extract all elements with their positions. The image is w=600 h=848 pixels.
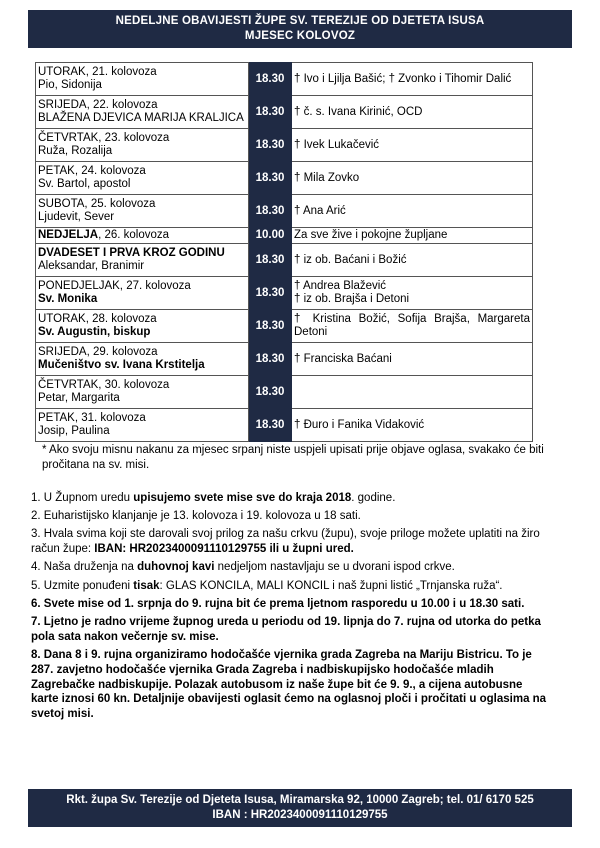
- day-label: SRIJEDA, 22. kolovoza: [38, 99, 158, 111]
- notice-item: 4. Naša druženja na duhovnoj kavi nedjeljom nastavljaju se u dvorani ispod crkve.: [31, 561, 455, 574]
- day-cell: [36, 310, 249, 343]
- header-banner: [28, 10, 572, 48]
- mass-intention-line: † Andrea Blažević: [294, 280, 387, 292]
- table-row: [36, 129, 533, 162]
- day-label: PETAK, 24. kolovoza: [38, 165, 146, 177]
- day-cell: [36, 96, 249, 129]
- day-label: SUBOTA, 25. kolovoza: [38, 198, 156, 210]
- table-row: [36, 63, 533, 96]
- day-cell: [36, 244, 249, 277]
- feast-label: DVADESET I PRVA KROZ GODINU: [38, 247, 225, 259]
- mass-schedule-table: [35, 62, 533, 442]
- day-label: ČETVRTAK, 23. kolovoza: [38, 132, 170, 144]
- day-label: PETAK, 31. kolovoza: [38, 412, 146, 424]
- table-row: [36, 376, 533, 409]
- mass-time: 18.30: [249, 96, 292, 129]
- mass-time: 18.30: [249, 310, 292, 343]
- day-cell: [36, 228, 249, 244]
- day-cell: [36, 409, 249, 442]
- day-label-date: , 26. kolovoza: [98, 229, 170, 241]
- footer-iban: IBAN : HR2023400091110129755: [212, 809, 388, 821]
- saint-label: Aleksandar, Branimir: [38, 260, 145, 272]
- table-row: [36, 195, 533, 228]
- table-row: [36, 409, 533, 442]
- mass-intention: † iz ob. Baćani i Božić: [292, 244, 533, 277]
- table-row: [36, 310, 533, 343]
- notice-item: 3. Hvala svima koji ste darovali svoj prilog za našu crkvu (župu), svoje priloge možete uplatiti na žiro račun župe: IBAN: HR2023400091110129755 ili u župni ured.: [31, 528, 540, 556]
- saint-label: Pio, Sidonija: [38, 79, 102, 91]
- day-cell: [36, 195, 249, 228]
- notice-item: 1. U Župnom uredu upisujemo svete mise sve do kraja 2018. godine.: [31, 492, 396, 504]
- table-row: [36, 228, 533, 244]
- saint-label: Ruža, Rozalija: [38, 145, 113, 157]
- mass-intention: † Ivo i Ljilja Bašić; † Zvonko i Tihomir Dalić: [292, 63, 533, 96]
- table-row: [36, 343, 533, 376]
- mass-intention: † č. s. Ivana Kirinić, OCD: [292, 96, 533, 129]
- day-label: UTORAK, 21. kolovoza: [38, 66, 157, 78]
- mass-time: 18.30: [249, 409, 292, 442]
- mass-time: 18.30: [249, 162, 292, 195]
- mass-intention: † Đuro i Fanika Vidaković: [292, 409, 533, 442]
- header-title: NEDELJNE OBAVIJESTI ŽUPE SV. TEREZIJE OD DJETETA ISUSA: [115, 15, 485, 27]
- mass-intention: † Mila Zovko: [292, 162, 533, 195]
- mass-time: 18.30: [249, 63, 292, 96]
- notice-item: 5. Uzmite ponuđeni tisak: GLAS KONCILA, MALI KONCIL i naš župni listić „Trnjanska ruža“.: [31, 579, 503, 592]
- mass-intention: [292, 376, 533, 409]
- saint-label: BLAŽENA DJEVICA MARIJA KRALJICA: [38, 112, 244, 124]
- day-label-bold: NEDJELJA: [38, 229, 99, 241]
- mass-intention: † Ivek Lukačević: [292, 129, 533, 162]
- saint-label: Sv. Augustin, biskup: [38, 326, 151, 338]
- day-cell: [36, 162, 249, 195]
- mass-time: 18.30: [249, 277, 292, 310]
- saint-label: Ljudevit, Sever: [38, 211, 115, 223]
- mass-time: 18.30: [249, 376, 292, 409]
- saint-label: Petar, Margarita: [38, 392, 120, 404]
- notice-item: 6. Svete mise od 1. srpnja do 9. rujna bit će prema ljetnom rasporedu u 10.00 i u 18.30 sati.: [31, 597, 525, 610]
- mass-time: 18.30: [249, 129, 292, 162]
- mass-intention-line: † iz ob. Brajša i Detoni: [294, 293, 410, 305]
- day-cell: [36, 277, 249, 310]
- saint-label: Mučeništvo sv. Ivana Krstitelja: [38, 359, 205, 371]
- table-row: [36, 244, 533, 277]
- day-cell: [36, 343, 249, 376]
- saint-label: Sv. Bartol, apostol: [38, 178, 131, 190]
- mass-intention: † Franciska Baćani: [292, 343, 533, 376]
- day-cell: [36, 63, 249, 96]
- mass-time: 18.30: [249, 343, 292, 376]
- day-cell: [36, 129, 249, 162]
- mass-intention: † Kristina Božić, Sofija Brajša, Margareta Detoni: [292, 310, 533, 343]
- notice-item: 7. Ljetno je radno vrijeme župnog ureda u periodu od 19. lipnja do 7. rujna od utorka do petka pola sata nakon večernje sv. mise.: [31, 615, 541, 643]
- notice-item: 2. Euharistijsko klanjanje je 13. kolovoza i 19. kolovoza u 18 sati.: [31, 510, 361, 523]
- notice-item: 8. Dana 8 i 9. rujna organiziramo hodočašće vjernika grada Zagreba na Mariju Bistricu. To je 287. zavjetno hodočašće vjernika Grada Zagreba i nadbiskupijsko hodočašće mladih Zagrebačke nadbiskupije. Polazak autobusom iz naše župe bit će 9. 9., a cijena autobusne karte iznosi 60 kn. Detaljnije obavijesti oglasit ćemo na oglasnoj ploči i pročitati u oglasima na svetoj misi.: [31, 648, 547, 721]
- day-cell: [36, 376, 249, 409]
- mass-time: 10.00: [249, 228, 292, 244]
- mass-intention: [292, 277, 533, 310]
- saint-label: Sv. Monika: [38, 293, 98, 305]
- table-row: [36, 96, 533, 129]
- table-row: [36, 162, 533, 195]
- mass-intention: Za sve žive i pokojne župljane: [292, 228, 533, 244]
- table-row: [36, 277, 533, 310]
- mass-time: 18.30: [249, 195, 292, 228]
- day-label: PONEDJELJAK, 27. kolovoza: [38, 280, 191, 292]
- saint-label: Josip, Paulina: [38, 425, 110, 437]
- notices-list: [31, 491, 549, 725]
- header-subtitle: MJESEC KOLOVOZ: [244, 30, 356, 42]
- footer-address: Rkt. župa Sv. Terezije od Djeteta Isusa, Miramarska 92, 10000 Zagreb; tel. 01/ 6170 525: [66, 794, 534, 806]
- day-label: UTORAK, 28. kolovoza: [38, 313, 157, 325]
- mass-time: 18.30: [249, 244, 292, 277]
- footer-banner: [28, 789, 572, 827]
- day-label: ČETVRTAK, 30. kolovoza: [38, 379, 170, 391]
- mass-intention: † Ana Arić: [292, 195, 533, 228]
- footnote: * Ako svoju misnu nakanu za mjesec srpanj niste uspjeli upisati prije objave oglasa, svakako će biti pročitana na sv. misi.: [42, 444, 544, 471]
- day-label: SRIJEDA, 29. kolovoza: [38, 346, 158, 358]
